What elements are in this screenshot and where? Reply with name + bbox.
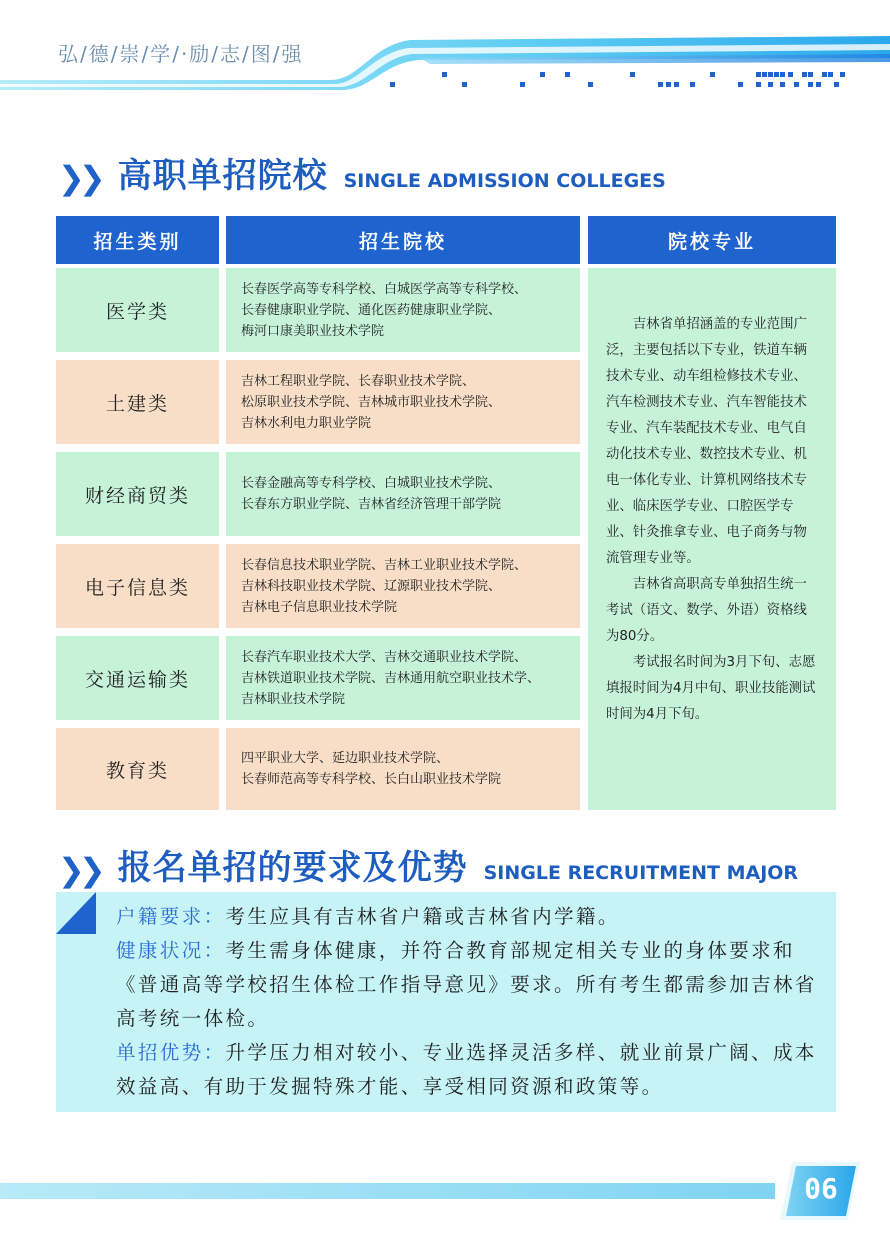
section-title: 报名单招的要求及优势 [117, 848, 468, 888]
section-subtitle: SINGLE RECRUITMENT MAJOR [483, 862, 799, 884]
schools-cell [226, 360, 580, 444]
school-line: 长春医学高等专科学校、白城医学高等专科学校、 [241, 281, 528, 297]
majors-cell [588, 268, 836, 810]
requirements-text [116, 900, 826, 1104]
school-line: 吉林工程职业学院、长春职业技术学院、 [241, 373, 476, 389]
category-cell: 土建类 [56, 360, 219, 444]
schools-cell [226, 728, 580, 810]
school-line: 四平职业大学、延边职业技术学院、 [241, 751, 450, 766]
table-header-schools: 招生院校 [226, 216, 580, 264]
double-chevron-icon: ❯❯ [58, 159, 100, 197]
section-header-colleges [58, 148, 666, 197]
category-cell: 医学类 [56, 268, 219, 352]
requirement-label: 健康状况： [116, 939, 226, 962]
category-cell: 电子信息类 [56, 544, 219, 628]
requirement-label: 单招优势： [116, 1041, 226, 1064]
school-line: 吉林职业技术学院 [241, 691, 346, 707]
table-header-majors: 院校专业 [588, 216, 836, 264]
majors-paragraph: 吉林省高职高专单独招生统一考试（语文、数学、外语）资格线为80分。 [606, 577, 807, 644]
table-header-category: 招生类别 [56, 216, 219, 264]
section-title: 高职单招院校 [117, 156, 328, 196]
school-line: 长春健康职业学院、通化医药健康职业学院、 [241, 302, 502, 318]
footer-bar [0, 1183, 775, 1199]
schools-cell [226, 636, 580, 720]
schools-cell [226, 268, 580, 352]
schools-cell [226, 452, 580, 536]
school-line: 长春东方职业学院、吉林省经济管理干部学院 [241, 497, 502, 512]
requirement-text: 考生应具有吉林省户籍或吉林省内学籍。 [225, 905, 620, 928]
requirement-label: 户籍要求： [116, 905, 226, 928]
school-line: 长春师范高等专科学校、长白山职业技术学院 [241, 772, 502, 787]
section-header-requirements [58, 840, 798, 889]
category-cell: 教育类 [56, 728, 219, 810]
school-line: 吉林科技职业技术学院、辽源职业技术学院、 [241, 578, 502, 594]
double-chevron-icon: ❯❯ [58, 851, 100, 889]
category-cell: 财经商贸类 [56, 452, 219, 536]
school-line: 吉林铁道职业技术学院、吉林通用航空职业技术学、 [241, 670, 541, 686]
majors-paragraph: 吉林省单招涵盖的专业范围广泛，主要包括以下专业，铁道车辆技术专业、动车组检修技术专业、汽车检测技术专业、汽车智能技术专业、汽车装配技术专业、电气自动化技术专业、数控技术专业、机电一体化专业、计算机网络技术专业、临床医学专业、口腔医学专业、针灸推拿专业、电子商务与物流管理专业等。 [606, 317, 807, 566]
school-line: 长春金融高等专科学校、白城职业技术学院、 [241, 476, 502, 491]
school-line: 吉林水利电力职业学院 [241, 415, 372, 431]
requirement-text: 考生需身体健康，并符合教育部规定相关专业的身体要求和《普通高等学校招生体检工作指导意见》要求。所有考生都需参加吉林省高考统一体检。 [116, 939, 817, 1030]
header-dot-pattern [390, 70, 870, 90]
school-line: 长春信息技术职业学院、吉林工业职业技术学院、 [241, 557, 528, 573]
category-cell: 交通运输类 [56, 636, 219, 720]
requirement-text: 升学压力相对较小、专业选择灵活多样、就业前景广阔、成本效益高、有助于发掘特殊才能、享受相同资源和政策等。 [116, 1041, 817, 1098]
header-motto: 弘/德/崇/学/·励/志/图/强 [58, 42, 304, 66]
school-line: 长春汽车职业技术大学、吉林交通职业技术学院、 [241, 649, 528, 665]
page-number: 06 [804, 1172, 838, 1205]
corner-triangle-decoration [56, 892, 96, 934]
school-line: 吉林电子信息职业技术学院 [241, 599, 398, 615]
school-line: 松原职业技术学院、吉林城市职业技术学院、 [241, 394, 502, 410]
schools-cell [226, 544, 580, 628]
school-line: 梅河口康美职业技术学院 [241, 323, 385, 339]
majors-paragraph: 考试报名时间为3月下旬、志愿填报时间为4月中旬、职业技能测试时间为4月下旬。 [606, 655, 816, 722]
section-subtitle: SINGLE ADMISSION COLLEGES [343, 170, 666, 192]
